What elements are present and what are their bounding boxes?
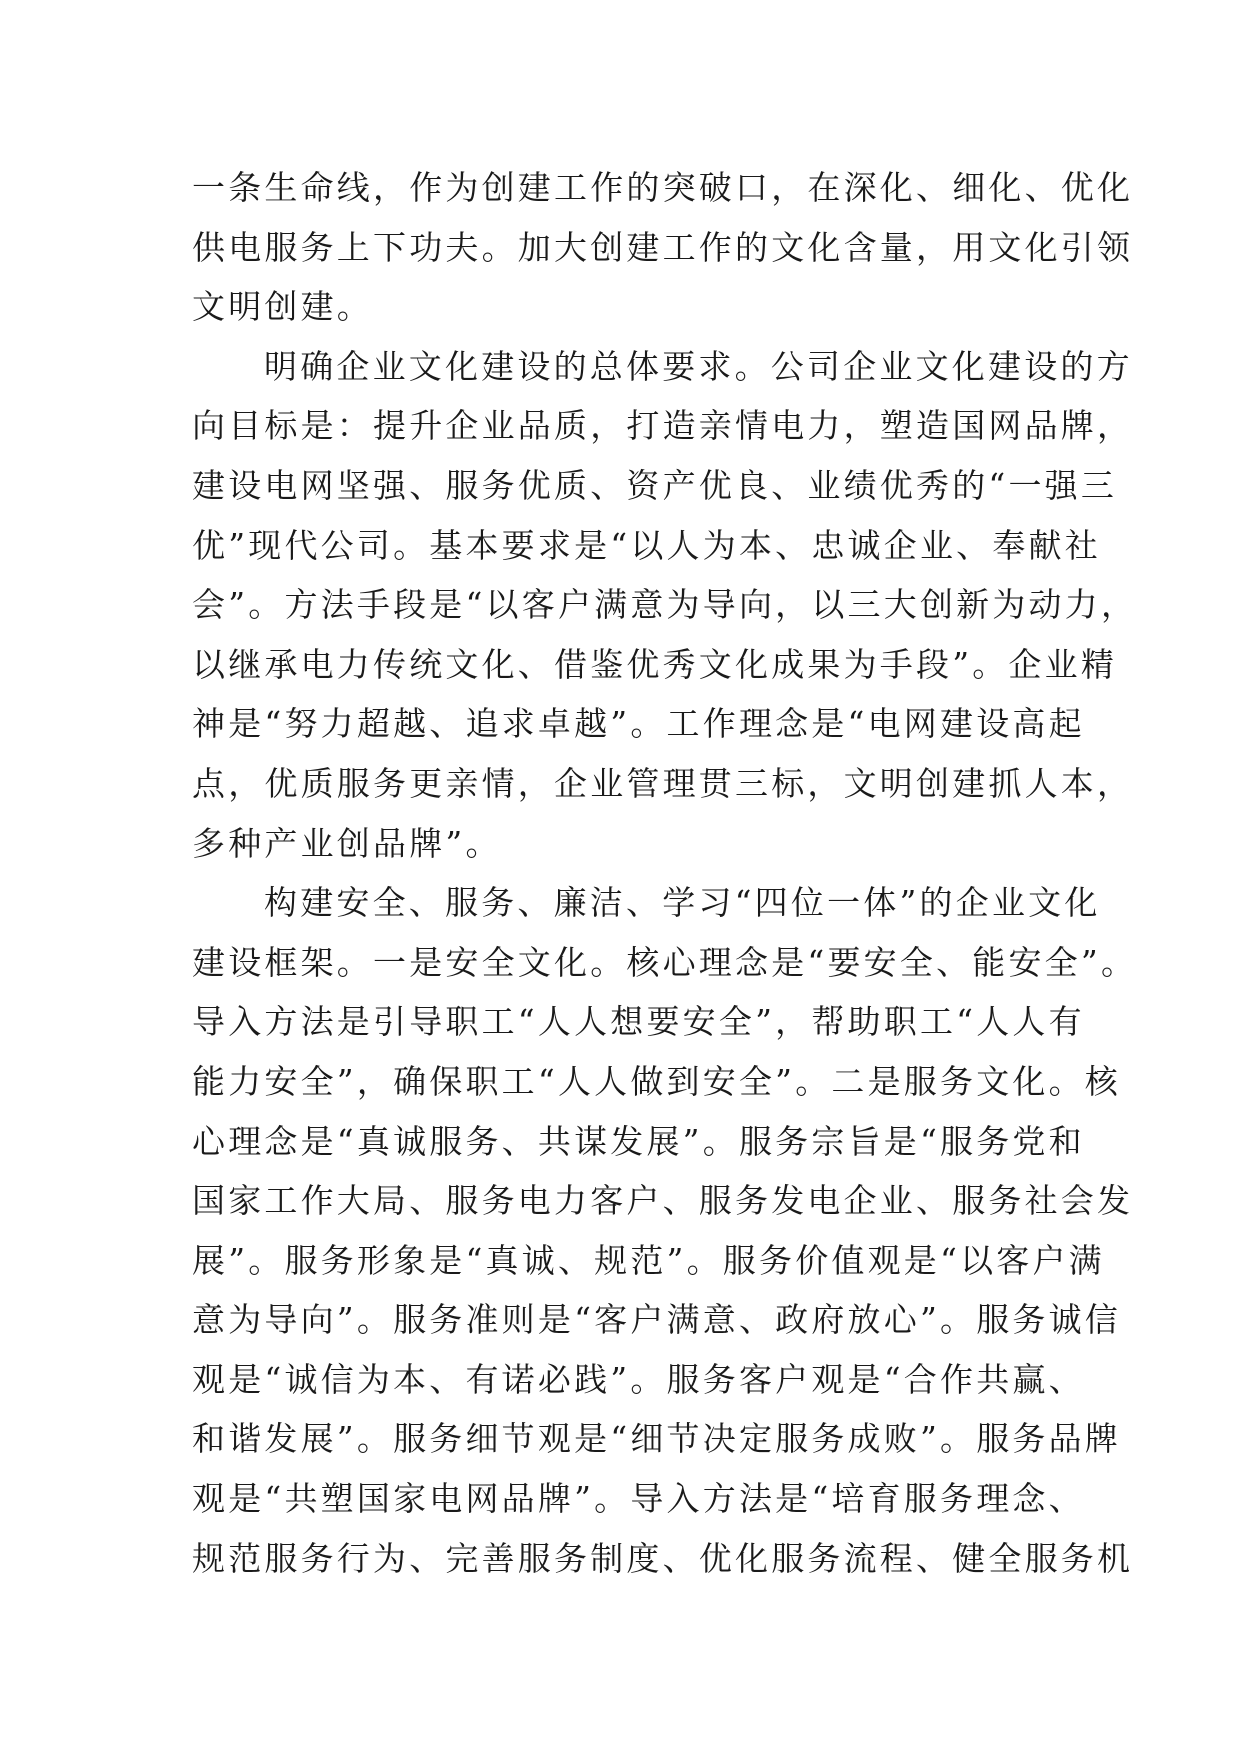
text-line: 建设框架。一是安全文化。核心理念是“要安全、能安全”。 (192, 942, 1138, 982)
text-line: 建设电网坚强、服务优质、资产优良、业绩优秀的“一强三 (192, 465, 1118, 505)
text-line: 一条生命线，作为创建工作的突破口，在深化、细化、优化 (192, 168, 1134, 207)
text-line: 能力安全”，确保职工“人人做到安全”。二是服务文化。核 (192, 1061, 1122, 1101)
text-line: 多种产业创品牌”。 (192, 823, 502, 863)
text-line: 向目标是：提升企业品质，打造亲情电力，塑造国网品牌， (192, 406, 1134, 446)
text-line: 国家工作大局、服务电力客户、服务发电企业、服务社会发 (192, 1181, 1134, 1221)
text-line: 观是“共塑国家电网品牌”。导入方法是“培育服务理念、 (192, 1479, 1085, 1519)
paragraph-first-line: 构建安全、服务、廉洁、学习“四位一体”的企业文化 (264, 883, 1101, 923)
text-line: 点，优质服务更亲情，企业管理贯三标，文明创建抓人本， (192, 763, 1134, 803)
text-line: 以继承电力传统文化、借鉴优秀文化成果为手段”。企业精 (192, 644, 1118, 684)
text-line: 优”现代公司。基本要求是“以人为本、忠诚企业、奉献社 (192, 525, 1101, 565)
text-line: 会”。方法手段是“以客户满意为导向，以三大创新为动力， (192, 585, 1138, 625)
text-line: 展”。服务形象是“真诚、规范”。服务价值观是“以客户满 (192, 1240, 1105, 1280)
text-line: 观是“诚信为本、有诺必践”。服务客户观是“合作共赢、 (192, 1359, 1085, 1399)
text-line: 供电服务上下功夫。加大创建工作的文化含量，用文化引领 (192, 227, 1134, 267)
text-line: 规范服务行为、完善服务制度、优化服务流程、健全服务机 (192, 1538, 1134, 1578)
text-line: 文明创建。 (192, 287, 373, 327)
text-line: 导入方法是引导职工“人人想要安全”，帮助职工“人人有 (192, 1002, 1085, 1042)
body-text (192, 158, 1138, 1588)
text-line: 和谐发展”。服务细节观是“细节决定服务成败”。服务品牌 (192, 1419, 1122, 1459)
text-line: 意为导向”。服务准则是“客户满意、政府放心”。服务诚信 (192, 1300, 1122, 1340)
text-line: 神是“努力超越、追求卓越”。工作理念是“电网建设高起 (192, 704, 1085, 744)
paragraph-first-line: 明确企业文化建设的总体要求。公司企业文化建设的方 (264, 346, 1133, 386)
text-line: 心理念是“真诚服务、共谋发展”。服务宗旨是“服务党和 (192, 1121, 1085, 1161)
